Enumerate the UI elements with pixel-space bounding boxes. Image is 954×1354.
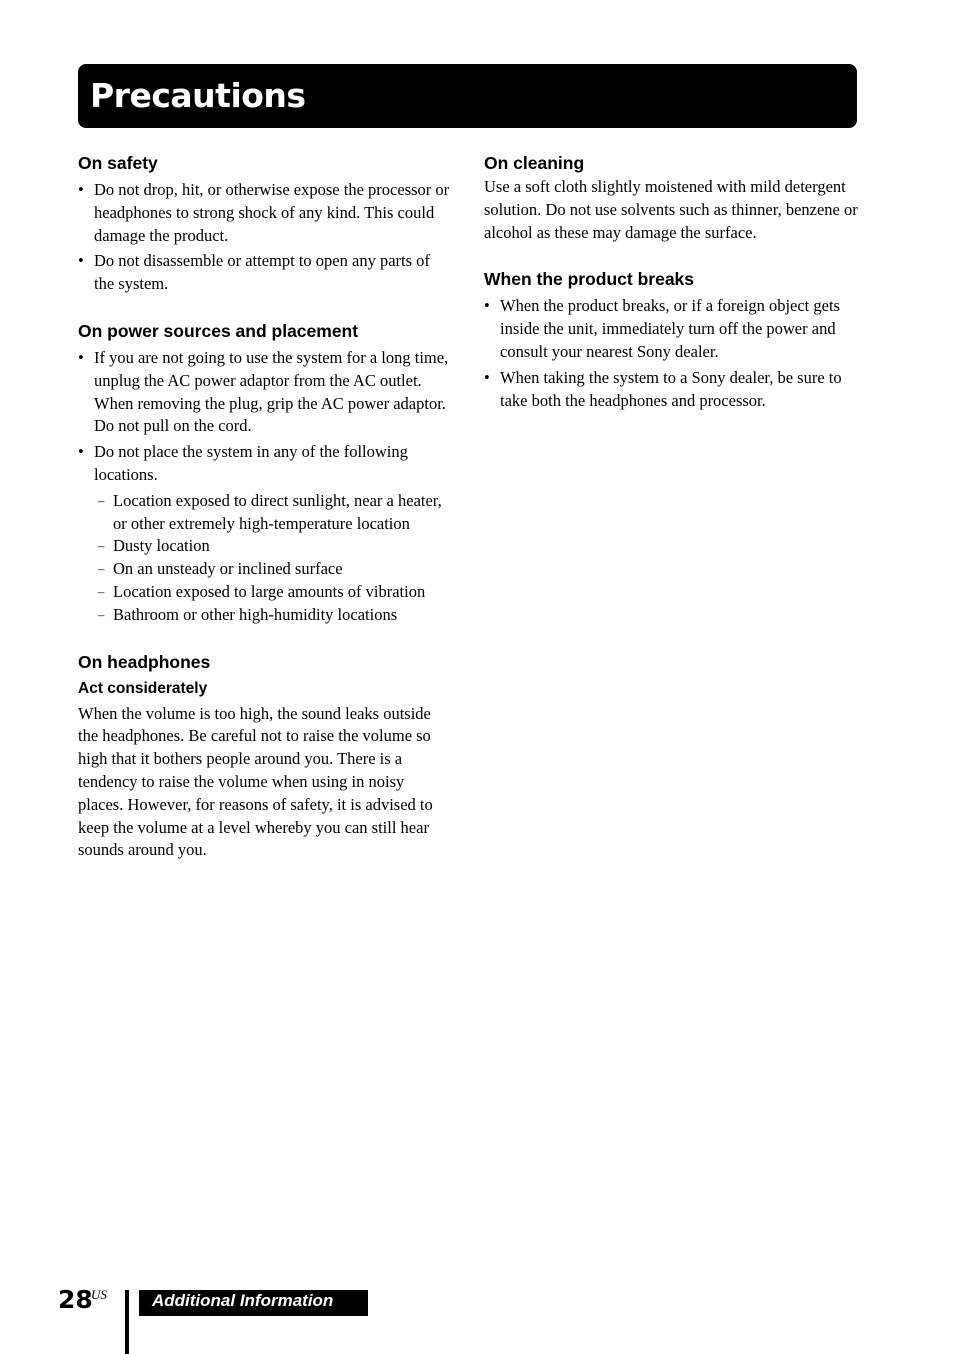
list-item — [78, 441, 453, 487]
page-title: Precautions — [90, 76, 306, 115]
region-code: US — [91, 1287, 107, 1302]
section-label: Additional Information — [139, 1290, 368, 1316]
footer-divider — [125, 1290, 129, 1354]
right-column — [484, 150, 860, 434]
dash-icon: – — [98, 492, 105, 508]
bullet-list — [78, 347, 453, 487]
bullet-icon: • — [78, 347, 84, 367]
location-item — [98, 581, 453, 604]
section-heading: On safety — [78, 153, 158, 173]
location-text: Location exposed to direct sunlight, near a heater, or other extremely high-temperature location — [113, 490, 442, 533]
list-item-text: When taking the system to a Sony dealer, be sure to take both the headphones and processor. — [500, 367, 842, 410]
list-item — [484, 367, 860, 413]
bullet-icon: • — [78, 251, 84, 271]
dash-icon: – — [98, 561, 105, 577]
section-safety — [78, 150, 453, 296]
list-item — [78, 179, 453, 247]
left-column — [78, 150, 453, 884]
list-item — [78, 250, 453, 296]
bullet-icon: • — [78, 180, 84, 199]
list-item-text: Do not place the system in any of the following locations. — [94, 442, 408, 484]
list-item-text: Do not disassemble or attempt to open any parts of the system. — [94, 251, 430, 294]
paragraph: Use a soft cloth slightly moistened with mild detergent solution. Do not use solvents such as thinner, benzene or alcohol as these may damage the surface. — [484, 177, 858, 242]
location-item — [98, 535, 453, 558]
location-item — [98, 558, 453, 581]
bullet-icon: • — [484, 296, 490, 316]
dash-icon: – — [98, 583, 105, 599]
dash-icon: – — [98, 606, 105, 622]
bullet-icon: • — [78, 442, 84, 462]
dash-icon: – — [98, 538, 105, 554]
list-item-text: If you are not going to use the system for a long time, unplug the AC power adaptor from the AC outlet. When removing the plug, grip the AC power adaptor. — [94, 347, 449, 413]
list-item-note: Do not pull on the cord. — [94, 416, 252, 436]
location-text: Dusty location — [113, 536, 210, 556]
bullet-list — [484, 295, 860, 412]
location-item — [98, 490, 453, 536]
location-list — [78, 490, 453, 627]
section-heading: On cleaning — [484, 153, 585, 173]
section-heading: When the product breaks — [484, 269, 695, 290]
page-number: 28 — [58, 1285, 93, 1314]
section-breaks — [484, 266, 860, 412]
section-heading: On headphones — [78, 651, 211, 672]
paragraph: When the volume is too high, the sound leaks outside the headphones. Be careful not to raise the volume so high that it bothers people around you. There is a tendency to raise the volume when using in noisy places. However, for reasons of safety, it is advised to keep the volume at a level whereby you can still hear sounds around you. — [78, 703, 433, 860]
list-item-text: Do not drop, hit, or otherwise expose the processor or headphones to strong shock of any kind. This could damage the product. — [94, 180, 450, 245]
section-power — [78, 318, 453, 627]
title-bar — [78, 64, 857, 128]
location-text: On an unsteady or inclined surface — [113, 559, 343, 579]
subsection-heading: Act considerately — [78, 679, 208, 697]
location-text: Bathroom or other high-humidity locations — [113, 604, 398, 624]
list-item — [78, 347, 453, 438]
section-cleaning — [484, 150, 860, 244]
section-headphones — [78, 649, 453, 863]
bullet-icon: • — [484, 367, 490, 387]
location-text: Location exposed to large amounts of vibration — [113, 581, 426, 601]
location-item — [98, 604, 453, 627]
bullet-list — [78, 179, 453, 296]
section-heading: On power sources and placement — [78, 320, 359, 341]
list-item-text: When the product breaks, or if a foreign object gets inside the unit, immediately turn off the power and consult your nearest Sony dealer. — [500, 296, 840, 361]
list-item — [484, 295, 860, 363]
